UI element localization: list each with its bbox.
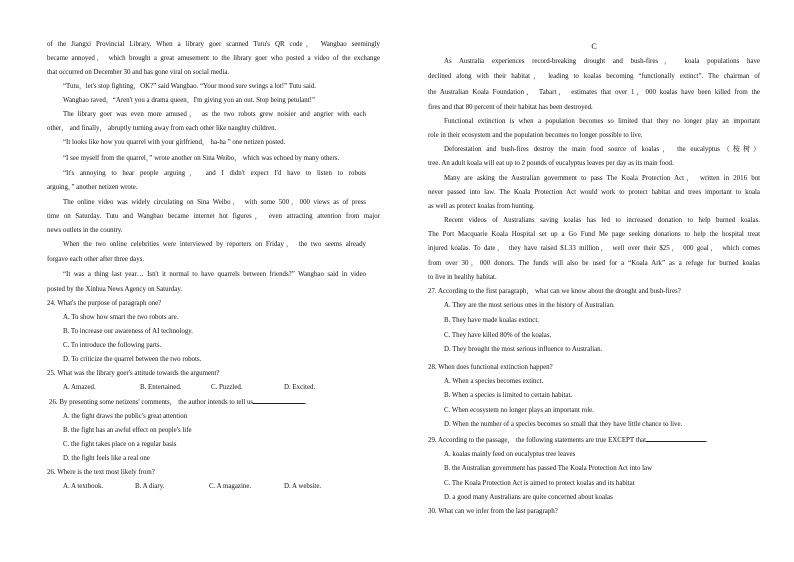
passage-line: time on Saturday. Tutu and Wangbao became internet hot figures， even attracting attention from major bbox=[47, 213, 380, 220]
section-title: C bbox=[591, 42, 597, 51]
passage-line: “Tutu，let's stop fighting，OK?” said Wangbao. “Your mood sure swings a lot!” Tutu said. bbox=[63, 83, 317, 90]
passage-line: to live in healthy habitat. bbox=[428, 274, 497, 281]
answer-option[interactable]: B. To increase our awareness of AI technology. bbox=[63, 328, 194, 335]
passage-line: “I see myself from the quarrel，” wrote another on Sina Weibo， which was echoed by many others. bbox=[63, 155, 340, 162]
answer-option[interactable]: B. the fight has an awful effect on people's life bbox=[63, 427, 192, 434]
passage-line: the Australian Koala Foundation， Tabart， estimates that over 1，000 koalas have been killed from the bbox=[428, 89, 760, 96]
answer-option[interactable]: B. Entertained. bbox=[140, 384, 182, 391]
passage-line: as well as protect koalas from hunting. bbox=[428, 203, 535, 210]
answer-option[interactable]: D. A website. bbox=[284, 483, 322, 490]
passage-line: When the two online celebrities were interviewed by reporters on Friday， the two seems already bbox=[63, 241, 366, 248]
answer-option[interactable]: A. A textbook. bbox=[63, 483, 104, 490]
passage-line: Recent videos of Australians saving koalas has led to increased donation to help burned koalas. bbox=[444, 217, 760, 224]
passage-line: that occurred on December 30 and has gone viral on social media. bbox=[47, 69, 230, 76]
passage-line: posted by the Xinhua News Agency on Saturday. bbox=[47, 286, 183, 293]
answer-option[interactable]: C. When ecosystem no longer plays an important role. bbox=[444, 407, 594, 414]
answer-option[interactable]: C. A magazine. bbox=[209, 483, 252, 490]
answer-option[interactable]: D. a good many Australians are quite concerned about koalas bbox=[444, 494, 613, 501]
answer-option[interactable]: A. They are the most serious ones in the history of Australian. bbox=[444, 302, 615, 309]
question-stem: 26. By presenting some netizens' comments， the author intends to tell us . bbox=[49, 399, 307, 406]
answer-option[interactable]: D. To criticize the quarrel between the two robots. bbox=[63, 356, 202, 363]
question-stem: 24. What's the purpose of paragraph one? bbox=[47, 300, 162, 307]
question-stem: 28. When does functional extinction happen? bbox=[428, 364, 553, 371]
answer-blank[interactable] bbox=[646, 435, 706, 442]
answer-option[interactable]: A. Amazed. bbox=[63, 384, 96, 391]
answer-option[interactable]: B. When a species is limited to certain habitat. bbox=[444, 392, 573, 399]
answer-option[interactable]: A. To show how smart the two robots are. bbox=[63, 314, 179, 321]
answer-option[interactable]: D. Excited. bbox=[284, 384, 316, 391]
passage-line: As Australia experiences record-breaking drought and bush-fires， koala populations have bbox=[444, 58, 760, 65]
passage-line: The library goer was even more amused， as the two robots grew noisier and angrier with each bbox=[63, 111, 366, 118]
answer-option[interactable]: B. the Australian government has passed The Koala Protection Act into law bbox=[444, 465, 653, 472]
passage-line: declined along with their habitat， leading to koalas becoming “functionally extinct”. The chairman of bbox=[428, 73, 760, 80]
passage-line: became annoyed， which brought a great amusement to the library goer who posted a video of the exchange bbox=[47, 55, 380, 62]
question-stem: 27. According to the first paragraph， what can we know about the drought and bush-fires? bbox=[428, 288, 681, 295]
answer-option[interactable]: D. the fight feels like a real one bbox=[63, 455, 150, 462]
passage-line: “It was a thing last year… Isn't it normal to have quarrels between friends?” Wangbao said in video bbox=[63, 271, 366, 278]
passage-line: The Port Macquarie Koala Hospital set up a Go Fund Me page seeking donations to help the hospital treat bbox=[428, 231, 760, 238]
question-stem: 30. What can we infer from the last paragraph? bbox=[428, 508, 558, 515]
passage-line: Many are asking the Australian government to pass The Koala Protection Act， written in 2016 but bbox=[444, 175, 760, 182]
passage-line: role in their ecosystem and the population becomes no longer possible to live. bbox=[428, 132, 643, 139]
answer-blank[interactable] bbox=[253, 397, 305, 404]
passage-line: from over 30，000 donors. The funds will also be used for a “Koala Ark” as a refuge for burned koalas bbox=[428, 260, 760, 267]
question-stem: 25. What was the library goer's attitude towards the argument? bbox=[47, 370, 220, 377]
passage-line: Wangbao raved，“Aren't you a drama queen，I'm giving you an out. Stop being petulant!” bbox=[63, 97, 316, 104]
answer-option[interactable]: C. Puzzled. bbox=[211, 384, 243, 391]
passage-line: forgave each other after three days. bbox=[47, 256, 145, 263]
passage-line: injured koalas. To date， they have raised $1.33 million， well over their $25， 000 goal， which comes bbox=[428, 245, 760, 252]
answer-option[interactable]: B. They have made koalas extinct. bbox=[444, 317, 539, 324]
passage-line: Deforestation and bush-fires destroy the main food source of koalas， the eucalyptus（桉树） bbox=[444, 146, 760, 153]
passage-line: other， and finally， abruptly turning away from each other like naughty children. bbox=[47, 125, 277, 132]
answer-option[interactable]: B. A diary. bbox=[135, 483, 165, 490]
answer-option[interactable]: C. To introduce the following parts. bbox=[63, 342, 162, 349]
answer-option[interactable]: C. They have killed 80% of the koalas. bbox=[444, 332, 552, 339]
answer-option[interactable]: D. When the number of a species becomes so small that they have little chance to live. bbox=[444, 421, 683, 428]
passage-line: of the Jiangxi Provincial Library. When a library goer scanned Tutu's QR code， Wangbao seemingly bbox=[47, 41, 380, 48]
passage-line: The online video was widely circulating on Sina Weibo， with some 500，000 views as of press bbox=[63, 199, 366, 206]
passage-line: “It's annoying to hear people arguing， and I didn't expect I'd have to listen to robots bbox=[63, 170, 366, 177]
passage-line: arguing，” another netizen wrote. bbox=[47, 184, 138, 191]
question-stem: 26. Where is the text most likely from? bbox=[47, 469, 155, 476]
answer-option[interactable]: A. When a species becomes extinct. bbox=[444, 378, 544, 385]
answer-option[interactable]: A. the fight draws the public's great attention bbox=[63, 413, 188, 420]
answer-option[interactable]: C. The Koala Protection Act is aimed to protect koalas and its habitat bbox=[444, 480, 635, 487]
passage-line: Functional extinction is when a population becomes so limited that they no longer play an important bbox=[444, 118, 760, 125]
passage-line: never passed into law. The Koala Protection Act would work to protect habitat and trees important to koala bbox=[428, 189, 760, 196]
passage-line: “It looks like how you quarrel with your girlfriend， ha-ha ” one netizen posted. bbox=[63, 139, 286, 146]
passage-line: tree. An adult koala will eat up to 2 pounds of eucalyptus leaves per day as its main food. bbox=[428, 160, 674, 167]
answer-option[interactable]: A. koalas mainly feed on eucalyptus tree leaves bbox=[444, 451, 576, 458]
answer-option[interactable]: D. They brought the most serious influence to Australian. bbox=[444, 346, 603, 353]
passage-line: fires and that 80 percent of their habitat has been destroyed. bbox=[428, 104, 593, 111]
question-stem: 29. According to the passage， the following statements are true EXCEPT that . bbox=[428, 437, 708, 444]
answer-option[interactable]: C. the fight takes place on a regular basis bbox=[63, 441, 177, 448]
passage-line: news outlets in the country. bbox=[47, 227, 123, 234]
